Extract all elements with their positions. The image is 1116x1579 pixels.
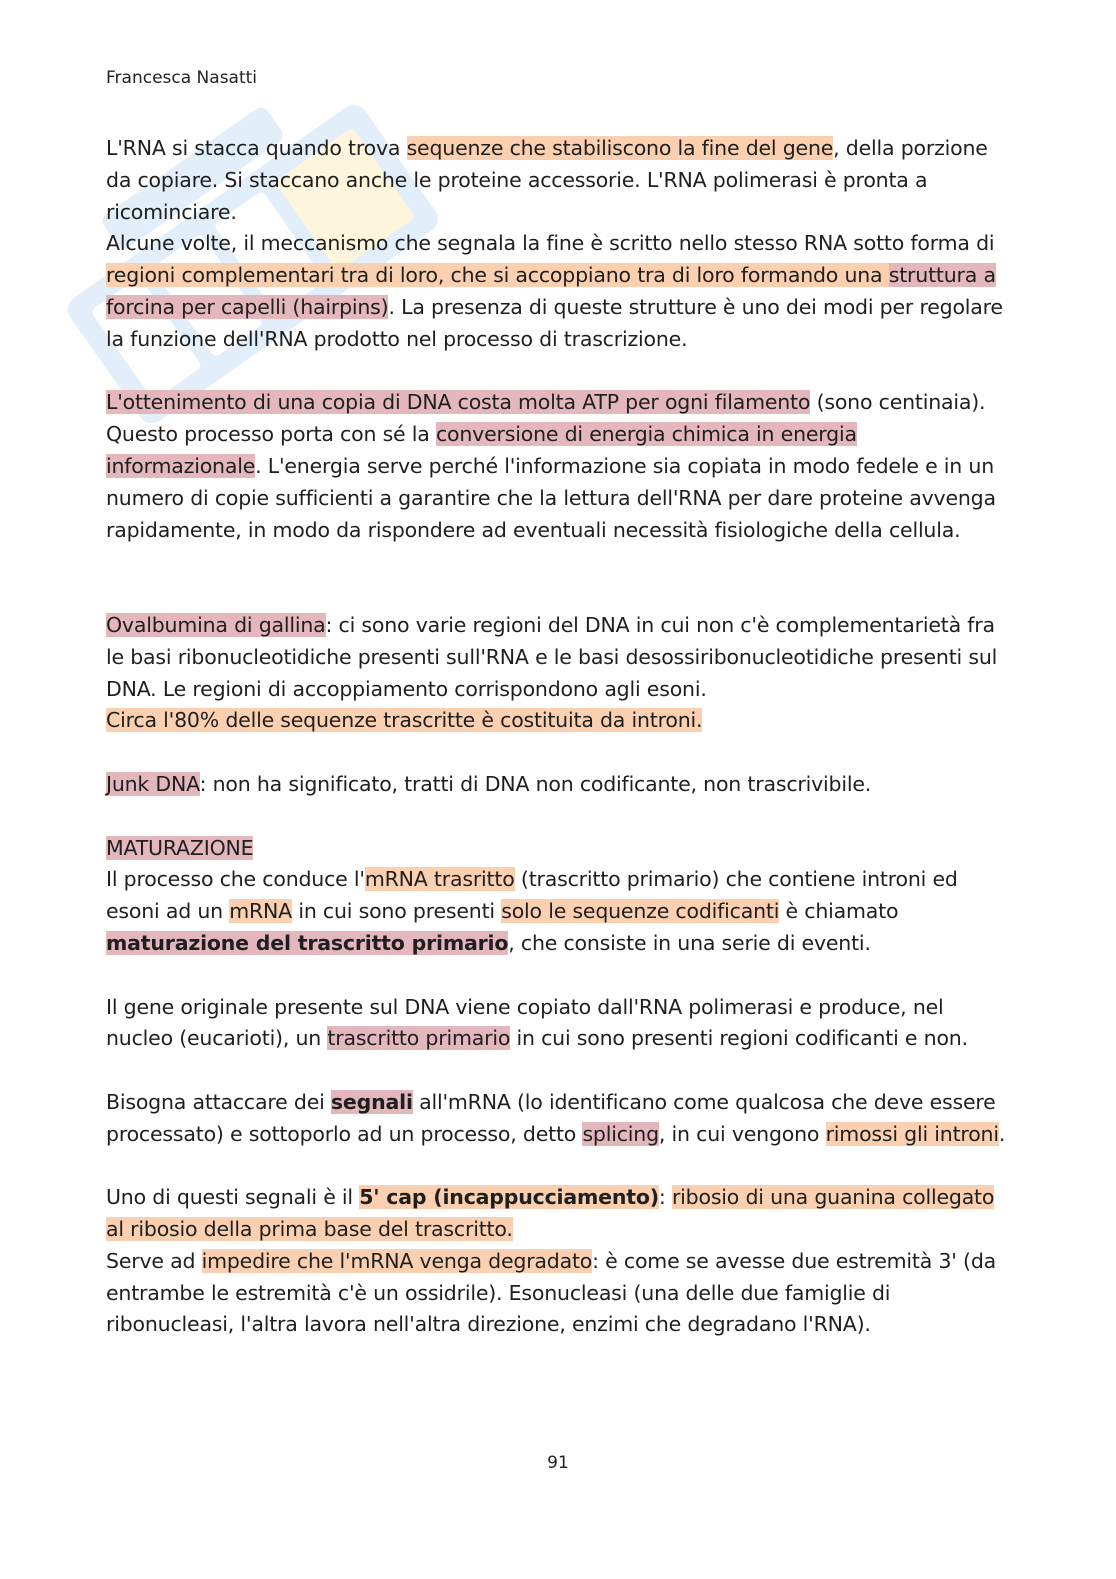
paragraph xyxy=(106,1087,1006,1151)
text-run: in cui sono presenti regioni codificanti e non. xyxy=(510,1026,968,1051)
highlighted-text: conversione di energia chimica in energia informazionale xyxy=(106,422,857,478)
text-run: Uno di questi segnali è il xyxy=(106,1185,360,1210)
page-number: 91 xyxy=(547,1453,569,1473)
text-run: . xyxy=(998,1121,1006,1146)
paragraph xyxy=(106,705,1006,737)
paragraph xyxy=(106,769,1006,801)
paragraph xyxy=(106,228,1006,355)
paragraph-spacer xyxy=(106,356,1006,388)
text-run: (sono centinaia). Questo processo porta con sé la xyxy=(106,390,986,447)
paragraph-spacer xyxy=(106,546,1006,610)
paragraph-spacer xyxy=(106,737,1006,769)
text-run: Bisogna attaccare dei xyxy=(106,1089,331,1114)
text-run: Il processo che conduce l' xyxy=(106,867,365,892)
highlighted-text: Ovalbumina di gallina xyxy=(106,612,326,637)
text-run: è chiamato xyxy=(779,899,899,924)
paragraph xyxy=(106,1182,1006,1246)
paragraph xyxy=(106,133,1006,228)
paragraph-spacer xyxy=(106,801,1006,833)
highlighted-text: maturazione del trascritto primario xyxy=(106,930,509,955)
highlighted-text: 5' cap (incappucciamento) xyxy=(359,1185,659,1210)
text-run: , che consiste in una serie di eventi. xyxy=(508,930,871,955)
paragraph-spacer xyxy=(106,960,1006,992)
highlighted-text: struttura a forcina per capelli (hairpins) xyxy=(106,263,996,319)
highlighted-text: mRNA trasritto xyxy=(364,867,515,892)
text-run: , in cui vengono xyxy=(658,1121,826,1146)
paragraph xyxy=(106,833,1006,865)
highlighted-text: segnali xyxy=(330,1089,413,1114)
text-run: : non ha significato, tratti di DNA non codificante, non trascrivibile. xyxy=(199,771,872,796)
paragraph-spacer xyxy=(106,1055,1006,1087)
text-run: . La presenza di queste strutture è uno dei modi per regolare la funzione dell'RNA prodotto nel processo di trascrizione. xyxy=(106,294,1003,351)
paragraph xyxy=(106,387,1006,546)
highlighted-text: solo le sequenze codificanti xyxy=(501,899,780,924)
highlighted-text: MATURAZIONE xyxy=(106,835,254,860)
highlighted-text: mRNA xyxy=(229,899,293,924)
paragraph xyxy=(106,992,1006,1056)
highlighted-text: trascritto primario xyxy=(327,1026,511,1051)
text-run: : è come se avesse due estremità 3' (da entrambe le estremità c'è un ossidrile). Esonucleasi (una delle due famiglie di ribonucleasi, l'altra lavora nell'altra direzione, enzimi che degradano l'RNA). xyxy=(106,1248,997,1337)
text-run: , della porzione da copiare. Si staccano anche le proteine accessorie. L'RNA polimerasi è pronta a ricominciare. xyxy=(106,136,988,224)
paragraph xyxy=(106,1246,1006,1341)
highlighted-text: Junk DNA xyxy=(106,771,200,796)
highlighted-text: sequenze che stabiliscono la fine del gene xyxy=(406,136,834,160)
text-run: L'RNA si stacca quando trova xyxy=(106,136,407,160)
paragraph-spacer xyxy=(106,1151,1006,1183)
highlighted-text: regioni complementari tra di loro, che si accoppiano tra di loro formando una xyxy=(106,263,889,288)
highlighted-text: Circa l'80% delle sequenze trascritte è costituita da introni. xyxy=(106,708,703,733)
text-run: : ci sono varie regioni del DNA in cui non c'è complementarietà fra le basi ribonucleotidiche presenti sull'RNA e le basi desossiribonucleotidiche presenti sul DNA. Le regioni di accoppiamento corrispondono agli esoni. xyxy=(106,612,998,701)
paragraph xyxy=(106,610,1006,705)
document-body xyxy=(106,133,1006,1341)
text-run: Alcune volte, il meccanismo che segnala la fine è scritto nello stesso RNA sotto forma di xyxy=(106,231,995,256)
page-header-author: Francesca Nasatti xyxy=(106,68,258,88)
text-run: Serve ad xyxy=(106,1248,202,1273)
text-run: Il gene originale presente sul DNA viene copiato dall'RNA polimerasi e produce, nel nucleo (eucarioti), un xyxy=(106,994,944,1051)
text-run: in cui sono presenti xyxy=(292,899,502,924)
text-run: all'mRNA (lo identificano come qualcosa che deve essere processato) e sottoporlo ad un processo, detto xyxy=(106,1089,996,1146)
paragraph xyxy=(106,864,1006,959)
highlighted-text: splicing xyxy=(582,1121,659,1146)
text-run: (trascritto primario) che contiene introni ed esoni ad un xyxy=(106,867,958,924)
text-run: : xyxy=(658,1185,672,1210)
highlighted-text: rimossi gli introni xyxy=(825,1121,999,1146)
highlighted-text: L'ottenimento di una copia di DNA costa molta ATP per ogni filamento xyxy=(106,390,811,415)
text-run: . L'energia serve perché l'informazione sia copiata in modo fedele e in un numero di copie sufficienti a garantire che la lettura dell'RNA per dare proteine avvenga rapidamente, in modo da rispondere ad eventuali necessità fisiologiche della cellula. xyxy=(106,453,996,542)
highlighted-text: ribosio di una guanina collegato al ribosio della prima base del trascritto. xyxy=(106,1185,995,1242)
highlighted-text: impedire che l'mRNA venga degradato xyxy=(201,1248,593,1273)
